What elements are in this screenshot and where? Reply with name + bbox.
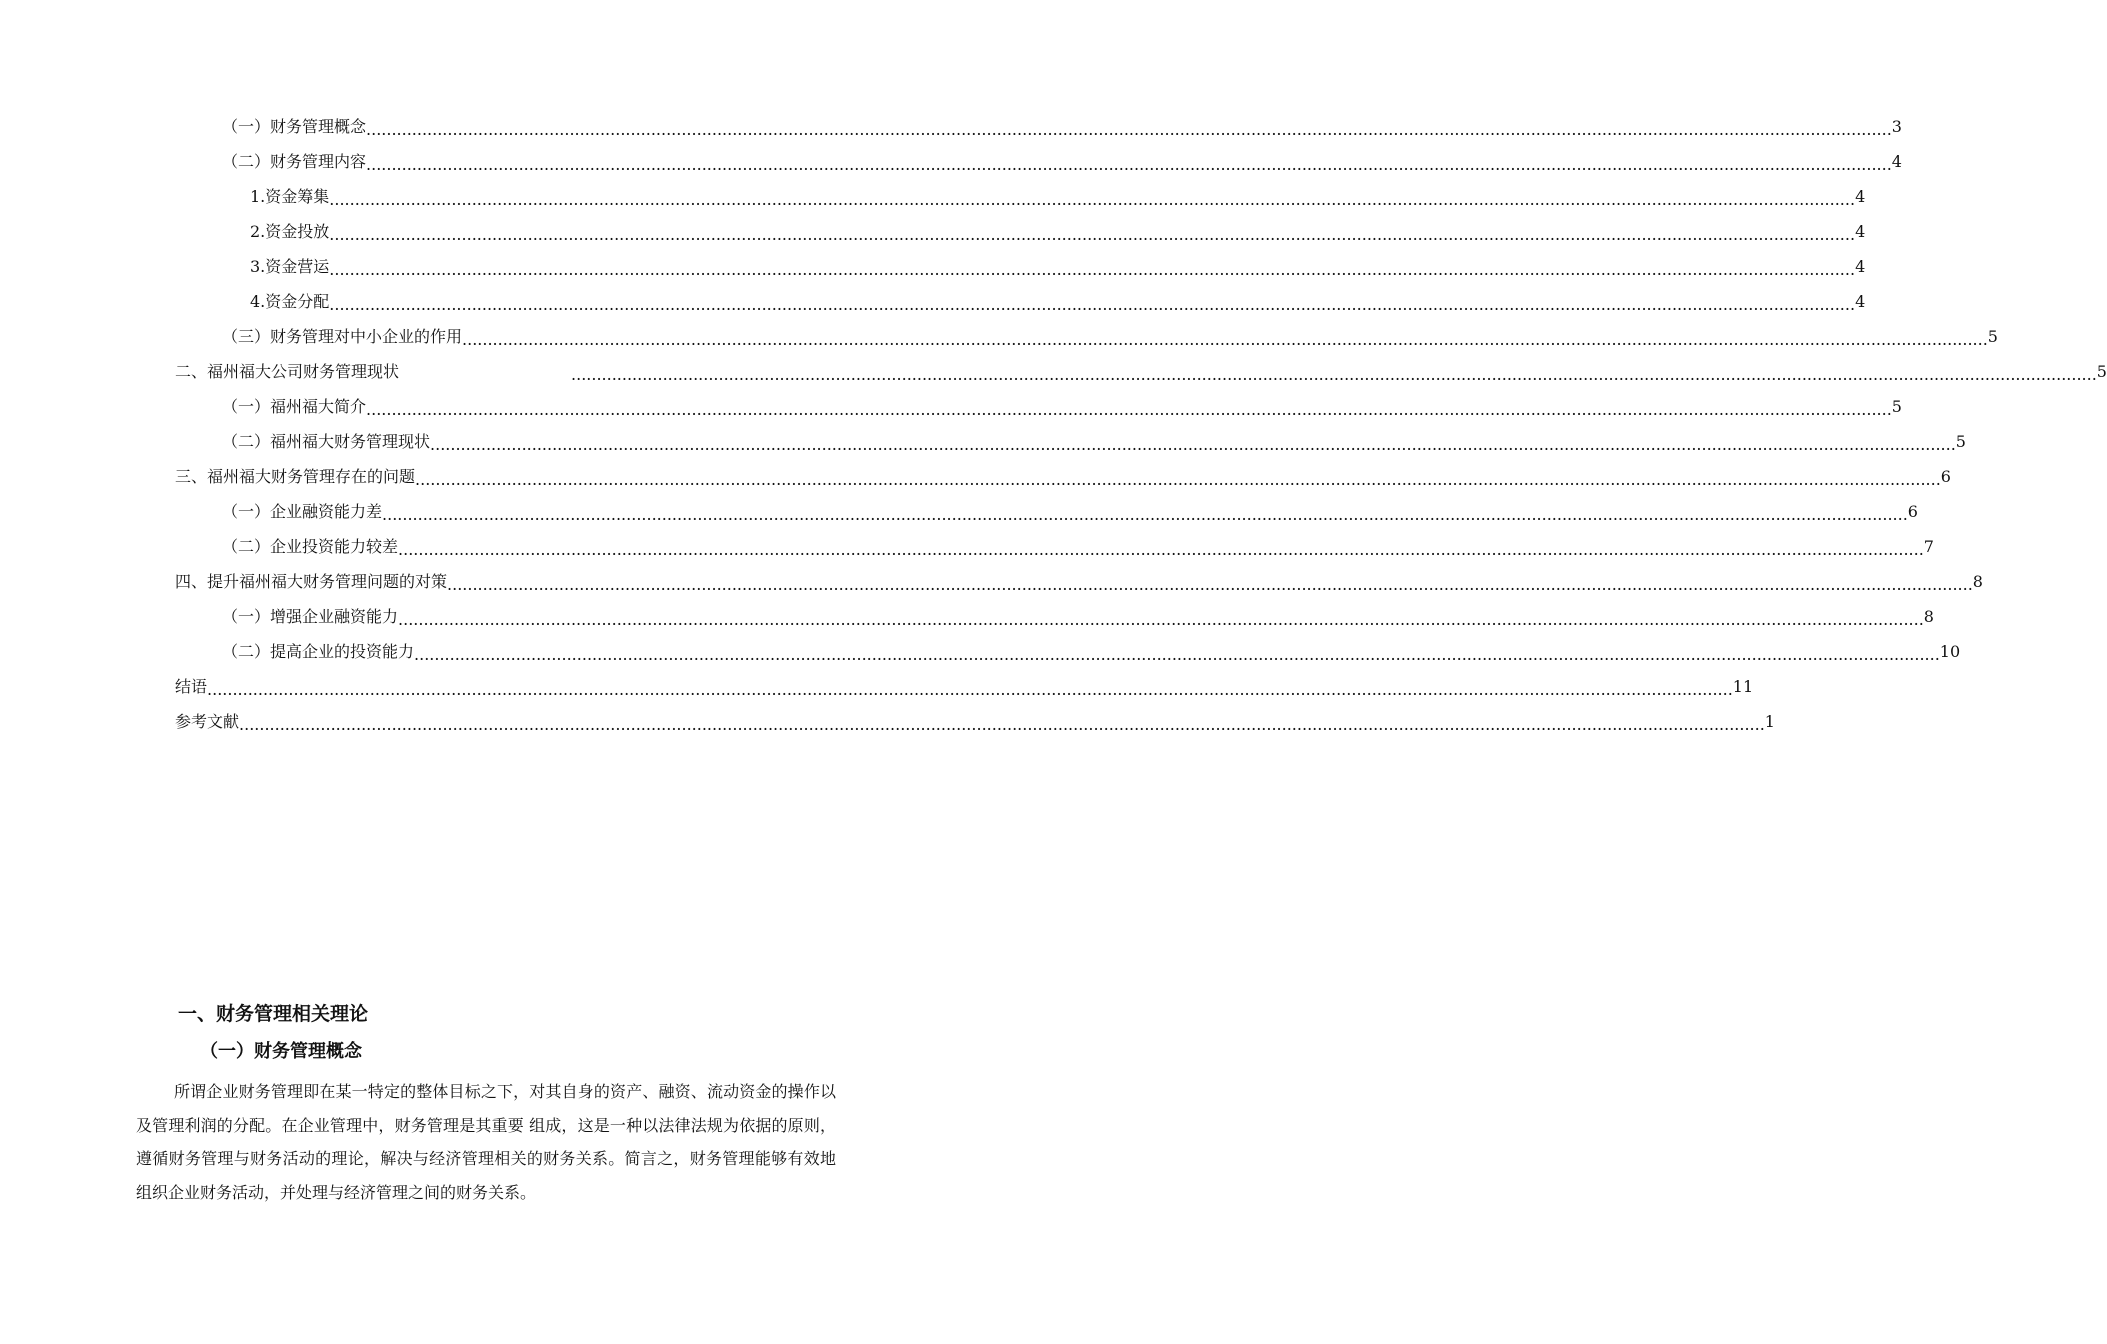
toc-page-number: 4 (1855, 186, 1866, 206)
toc-entry[interactable] (0, 669, 1754, 704)
toc-entry-label: 4.资金分配 (250, 291, 330, 311)
toc-entry[interactable] (0, 564, 1983, 599)
toc-page-number: 5 (1955, 431, 1966, 451)
toc-dot-leader: ............................................................................................................................................................................................................................................................................................................ (571, 365, 2097, 384)
toc-entry-label: （二）福州福大财务管理现状 (222, 431, 431, 451)
toc-page-number: 1 (1764, 711, 1775, 731)
toc-page-number: 4 (1855, 221, 1866, 241)
toc-entry-label: （二）财务管理内容 (222, 151, 367, 171)
toc-page-number: 6 (1940, 466, 1951, 486)
toc-page-number: 4 (1855, 291, 1866, 311)
toc-entry-label: （一）财务管理概念 (222, 116, 367, 136)
toc-dot-leader: ............................................................................................................................................................................................................................................................................................................ (382, 505, 1908, 524)
toc-entry-label: （一）增强企业融资能力 (222, 606, 399, 626)
toc-entry[interactable] (0, 284, 1866, 319)
toc-dot-leader: ............................................................................................................................................................................................................................................................................................................ (366, 155, 1892, 174)
toc-dot-leader: ............................................................................................................................................................................................................................................................................................................ (329, 225, 1856, 244)
toc-dot-leader: ............................................................................................................................................................................................................................................................................................................ (414, 645, 1940, 664)
toc-entry-label: 四、提升福州福大财务管理问题的对策 (175, 571, 448, 591)
toc-page-number: 5 (1891, 396, 1902, 416)
toc-dot-leader: ............................................................................................................................................................................................................................................................................................................ (329, 260, 1856, 279)
toc-entry[interactable] (0, 144, 1902, 179)
toc-entry[interactable] (0, 354, 2107, 389)
toc-entry-label: （三）财务管理对中小企业的作用 (222, 326, 463, 346)
toc-dot-leader: ............................................................................................................................................................................................................................................................................................................ (366, 400, 1892, 419)
toc-page-number: 5 (2096, 361, 2107, 381)
toc-entry[interactable] (0, 529, 1934, 564)
toc-page-number: 10 (1939, 641, 1961, 661)
toc-page-number: 8 (1923, 606, 1934, 626)
toc-page-number: 6 (1907, 501, 1918, 521)
toc-entry[interactable] (0, 179, 1866, 214)
toc-entry-label: （一）企业融资能力差 (222, 501, 383, 521)
toc-entry[interactable] (0, 494, 1918, 529)
toc-dot-leader: ............................................................................................................................................................................................................................................................................................................ (398, 610, 1924, 629)
toc-entry-label: （二）提高企业的投资能力 (222, 641, 415, 661)
toc-dot-leader: ............................................................................................................................................................................................................................................................................................................ (329, 295, 1856, 314)
toc-entry[interactable] (0, 599, 1934, 634)
toc-dot-leader: ............................................................................................................................................................................................................................................................................................................ (447, 575, 1973, 594)
toc-entry-label: 1.资金筹集 (250, 186, 330, 206)
toc-dot-leader: ............................................................................................................................................................................................................................................................................................................ (415, 470, 1941, 489)
toc-entry-label: （二）企业投资能力较差 (222, 536, 399, 556)
toc-entry[interactable] (0, 459, 1951, 494)
toc-entry-label: 3.资金营运 (250, 256, 330, 276)
table-of-contents (0, 109, 2107, 739)
toc-entry[interactable] (0, 424, 1966, 459)
body-paragraph: 所谓企业财务管理即在某一特定的整体目标之下，对其自身的资产、融资、流动资金的操作以及管理利润的分配。在企业管理中，财务管理是其重要 组成，这是一种以法律法规为依据的原则，遵循财务管理与财务活动的理论，解决与经济管理相关的财务关系。简言之，财务管理能够有效地组织企业财务活动，并处理与经济管理之间的财务关系。 (136, 1082, 836, 1202)
toc-entry[interactable] (0, 249, 1866, 284)
toc-page-number: 3 (1891, 116, 1902, 136)
toc-entry[interactable] (0, 214, 1866, 249)
toc-page-number: 4 (1855, 256, 1866, 276)
toc-dot-leader: ............................................................................................................................................................................................................................................................................................................ (398, 540, 1924, 559)
toc-page-number: 7 (1923, 536, 1934, 556)
toc-page-number: 4 (1891, 151, 1902, 171)
toc-entry[interactable] (0, 634, 1961, 669)
toc-entry[interactable] (0, 389, 1902, 424)
toc-page-number: 5 (1987, 326, 1998, 346)
toc-entry-label: 三、福州福大财务管理存在的问题 (175, 466, 416, 486)
toc-dot-leader: ............................................................................................................................................................................................................................................................................................................ (366, 120, 1892, 139)
subsection-heading: （一）财务管理概念 (200, 1041, 362, 1062)
toc-dot-leader: ............................................................................................................................................................................................................................................................................................................ (239, 715, 1765, 734)
toc-entry-label: 结语 (175, 676, 208, 696)
toc-entry[interactable] (0, 704, 1775, 739)
toc-entry[interactable] (0, 319, 1998, 354)
section-heading: 一、财务管理相关理论 (178, 1003, 369, 1025)
toc-entry-label: 参考文献 (175, 711, 240, 731)
toc-entry-label: 2.资金投放 (250, 221, 330, 241)
toc-dot-leader: ............................................................................................................................................................................................................................................................................................................ (207, 680, 1733, 699)
toc-dot-leader: ............................................................................................................................................................................................................................................................................................................ (462, 330, 1988, 349)
toc-dot-leader: ............................................................................................................................................................................................................................................................................................................ (430, 435, 1956, 454)
toc-entry-label: （一）福州福大简介 (222, 396, 367, 416)
toc-page-number: 11 (1732, 676, 1754, 696)
toc-dot-leader: ............................................................................................................................................................................................................................................................................................................ (329, 190, 1856, 209)
toc-entry[interactable] (0, 109, 1902, 144)
toc-page-number: 8 (1972, 571, 1983, 591)
toc-entry-label: 二、福州福大公司财务管理现状 (175, 361, 400, 381)
